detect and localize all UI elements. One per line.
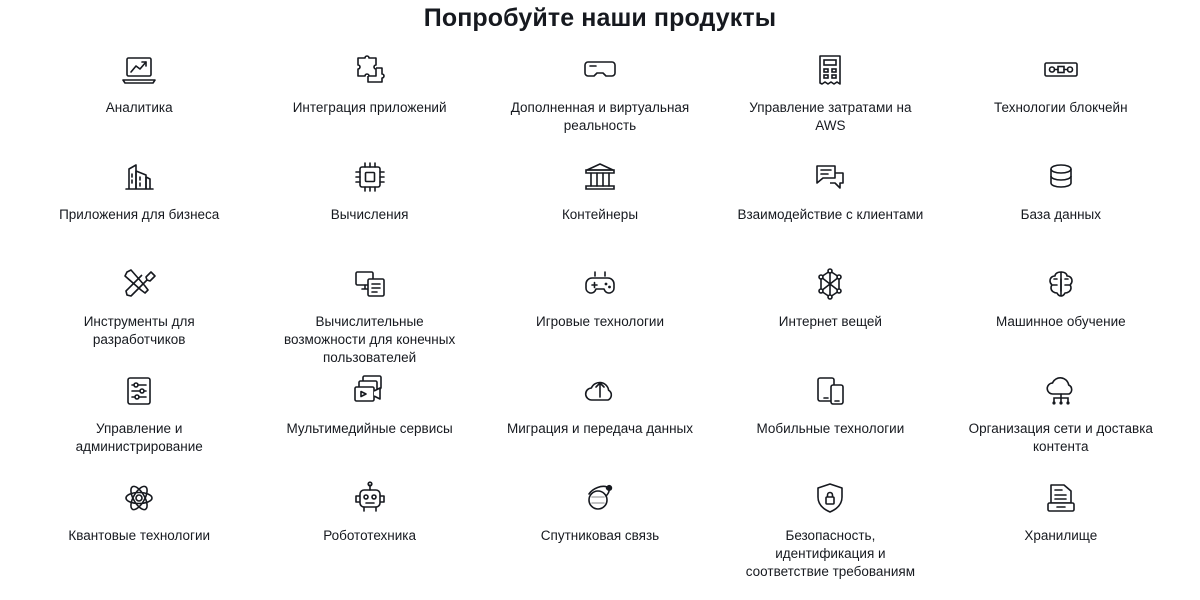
- grid-item-label: Аналитика: [105, 100, 173, 115]
- grid-item-label: Спутниковая связь: [540, 528, 660, 543]
- grid-item-compute[interactable]: [254, 154, 484, 261]
- grid-item-networking-cdn[interactable]: [946, 368, 1176, 475]
- grid-item-database[interactable]: [946, 154, 1176, 261]
- grid-item-label: Технологии блокчейн: [994, 100, 1128, 115]
- storage-drawer-icon: [1040, 475, 1082, 521]
- grid-item-ar-vr[interactable]: [485, 47, 715, 154]
- grid-item-game-tech[interactable]: [485, 261, 715, 368]
- grid-item-label: Робототехника: [323, 528, 416, 543]
- grid-item-label: Инструменты для разработчиков: [83, 314, 195, 347]
- shield-lock-icon: [809, 475, 851, 521]
- product-category-grid: [0, 47, 1200, 582]
- grid-item-mobile[interactable]: [715, 368, 945, 475]
- grid-item-blockchain[interactable]: [946, 47, 1176, 154]
- robot-icon: [349, 475, 391, 521]
- grid-item-customer-engagement[interactable]: [715, 154, 945, 261]
- tablet-phone-icon: [809, 368, 851, 414]
- game-controller-icon: [579, 261, 621, 307]
- grid-item-analytics[interactable]: [24, 47, 254, 154]
- cloud-upload-icon: [579, 368, 621, 414]
- grid-item-quantum[interactable]: [24, 475, 254, 582]
- grid-item-business-applications[interactable]: [24, 154, 254, 261]
- grid-item-iot[interactable]: [715, 261, 945, 368]
- grid-item-machine-learning[interactable]: [946, 261, 1176, 368]
- grid-item-label: Управление и администрирование: [75, 421, 203, 454]
- grid-item-end-user-computing[interactable]: [254, 261, 484, 368]
- grid-item-app-integration[interactable]: [254, 47, 484, 154]
- grid-item-label: База данных: [1020, 207, 1101, 222]
- puzzle-pieces-icon: [349, 47, 391, 93]
- grid-item-label: Безопасность, идентификация и соответствие требованиям: [745, 528, 915, 579]
- grid-item-label: Игровые технологии: [536, 314, 664, 329]
- grid-item-developer-tools[interactable]: [24, 261, 254, 368]
- grid-item-label: Управление затратами на AWS: [749, 100, 912, 133]
- management-panel-icon: [118, 368, 160, 414]
- blockchain-blocks-icon: [1040, 47, 1082, 93]
- grid-item-label: Машинное обучение: [995, 314, 1126, 329]
- grid-item-label: Миграция и передача данных: [506, 421, 693, 436]
- wrench-screwdriver-icon: [118, 261, 160, 307]
- analytics-chart-laptop-icon: [118, 47, 160, 93]
- grid-item-storage[interactable]: [946, 475, 1176, 582]
- grid-item-robotics[interactable]: [254, 475, 484, 582]
- grid-item-label: Вычисления: [330, 207, 409, 222]
- grid-item-satellite[interactable]: [485, 475, 715, 582]
- grid-item-management-governance[interactable]: [24, 368, 254, 475]
- grid-item-security-identity-compliance[interactable]: [715, 475, 945, 582]
- grid-item-label: Вычислительные возможности для конечных пользователей: [283, 314, 456, 365]
- grid-item-label: Мобильные технологии: [756, 421, 905, 436]
- grid-item-label: Организация сети и доставка контента: [968, 421, 1153, 454]
- page-title: Попробуйте наши продукты: [423, 4, 777, 32]
- shipping-container-icon: [579, 154, 621, 200]
- grid-item-containers[interactable]: [485, 154, 715, 261]
- cpu-chip-icon: [349, 154, 391, 200]
- grid-item-aws-cost-management[interactable]: [715, 47, 945, 154]
- grid-item-label: Взаимодействие с клиентами: [737, 207, 924, 222]
- calculator-receipt-icon: [809, 47, 851, 93]
- grid-item-label: Квантовые технологии: [68, 528, 211, 543]
- database-cylinder-icon: [1040, 154, 1082, 200]
- grid-item-label: Интеграция приложений: [292, 100, 447, 115]
- grid-item-label: Дополненная и виртуальная реальность: [510, 100, 690, 133]
- grid-item-label: Мультимедийные сервисы: [286, 421, 453, 436]
- brain-circuit-icon: [1040, 261, 1082, 307]
- chat-bubbles-icon: [809, 154, 851, 200]
- grid-item-label: Приложения для бизнеса: [59, 207, 220, 222]
- grid-item-label: Интернет вещей: [778, 314, 882, 329]
- media-video-icon: [349, 368, 391, 414]
- grid-item-migration-transfer[interactable]: [485, 368, 715, 475]
- grid-item-label: Контейнеры: [561, 207, 639, 222]
- office-building-icon: [118, 154, 160, 200]
- grid-item-media-services[interactable]: [254, 368, 484, 475]
- iot-network-icon: [809, 261, 851, 307]
- atom-icon: [118, 475, 160, 521]
- grid-item-label: Хранилище: [1024, 528, 1098, 543]
- cloud-network-icon: [1040, 368, 1082, 414]
- desktop-devices-icon: [349, 261, 391, 307]
- satellite-planet-icon: [579, 475, 621, 521]
- vr-headset-icon: [579, 47, 621, 93]
